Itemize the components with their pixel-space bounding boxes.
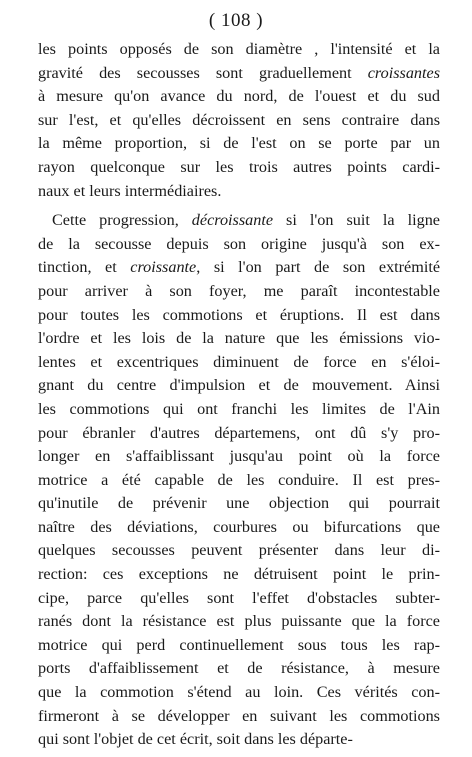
text-line (38, 539, 440, 563)
text-segment: la même proportion, si de l'est on se porte par un (38, 134, 440, 153)
text-line (38, 422, 440, 446)
italic-word: croissantes (367, 63, 440, 82)
text-line (38, 705, 440, 729)
text-segment: les commotions qui ont franchi les limites de l'Ain (38, 399, 440, 418)
text-line (38, 610, 440, 634)
text-segment: de la secousse depuis son origine jusqu'à son ex- (38, 234, 440, 253)
italic-word: croissante (130, 258, 197, 277)
text-segment: naître des déviations, courbures ou bifurcations que (38, 517, 440, 536)
text-segment: rection: ces exceptions ne détruisent point le prin- (38, 565, 440, 584)
paragraph (38, 38, 440, 203)
text-segment: longer en s'affaiblissant jusqu'au point où la force (38, 447, 440, 466)
text-line (38, 492, 440, 516)
text-segment: rayon quelconque sur les trois autres points cardi- (38, 157, 440, 176)
text-line (38, 398, 440, 422)
text-line (38, 209, 440, 233)
text-segment: tinction, et (38, 258, 131, 277)
text-line (38, 351, 440, 375)
text-line (38, 304, 440, 328)
page-number: ( 108 ) (208, 10, 264, 31)
text-line (38, 681, 440, 705)
text-line (38, 132, 440, 156)
text-segment: , si l'on part de son extrémité (196, 258, 441, 277)
text-line (38, 728, 440, 752)
text-segment: les points opposés de son diamètre , l'intensité et la (38, 40, 440, 58)
text-segment: cipe, parce qu'elles sont l'effet d'obstacles subter- (38, 588, 440, 607)
text-segment: pour toutes les commotions et éruptions. Il est dans (38, 305, 440, 324)
paragraph (38, 209, 440, 752)
text-line (38, 85, 440, 109)
text-line (38, 563, 440, 587)
text-segment: que la commotion s'étend au loin. Ces vérités con- (38, 683, 440, 702)
italic-word: décroissante (191, 211, 274, 230)
text-segment: quelques secousses peuvent présenter dans leur di- (38, 541, 440, 560)
text-segment: motrice qui perd continuellement sous tous les rap- (38, 635, 440, 654)
text-segment: firmeront à se développer en suivant les commotions (38, 706, 440, 725)
text-line (38, 280, 440, 304)
text-segment: lentes et excentriques diminuent de force en s'éloi- (38, 352, 440, 371)
text-line (38, 327, 440, 351)
text-line (38, 180, 440, 204)
text-line (38, 233, 440, 257)
text-segment: motrice a été capable de les conduire. Il est pres- (38, 470, 440, 489)
text-segment: qui sont l'objet de cet écrit, soit dans les départe- (38, 730, 353, 749)
text-segment: qu'inutile de prévenir une objection qui pourrait (38, 494, 440, 513)
text-line (38, 38, 440, 62)
text-line (38, 469, 440, 493)
text-line (38, 62, 440, 86)
text-line (38, 256, 440, 280)
text-line (38, 109, 440, 133)
body-text (38, 38, 440, 752)
text-segment: Cette progression, (52, 211, 192, 230)
text-segment: sur l'est, et qu'elles décroissent en sens contraire dans (38, 110, 440, 129)
text-line (38, 657, 440, 681)
text-line (38, 445, 440, 469)
text-segment: naux et leurs intermédiaires. (38, 181, 222, 200)
text-segment: pour ébranler d'autres départemens, ont dû s'y pro- (38, 423, 440, 442)
text-segment: pour arriver à son foyer, me paraît incontestable (38, 281, 440, 300)
text-segment: ranés dont la résistance est plus puissante que la force (38, 612, 440, 631)
text-line (38, 374, 440, 398)
text-segment: si l'on suit la ligne (273, 211, 440, 230)
text-line (38, 634, 440, 658)
text-segment: ports d'affaiblissement et de résistance, à mesure (38, 659, 440, 678)
text-segment: à mesure qu'on avance du nord, de l'ouest et du sud (38, 87, 440, 106)
text-segment: gnant du centre d'impulsion et de mouvement. Ainsi (38, 376, 440, 395)
text-line (38, 516, 440, 540)
text-line (38, 156, 440, 180)
text-segment: gravité des secousses sont graduellement (38, 63, 368, 82)
text-line (38, 587, 440, 611)
text-segment: l'ordre et les lois de la nature que les émissions vio- (38, 329, 440, 348)
